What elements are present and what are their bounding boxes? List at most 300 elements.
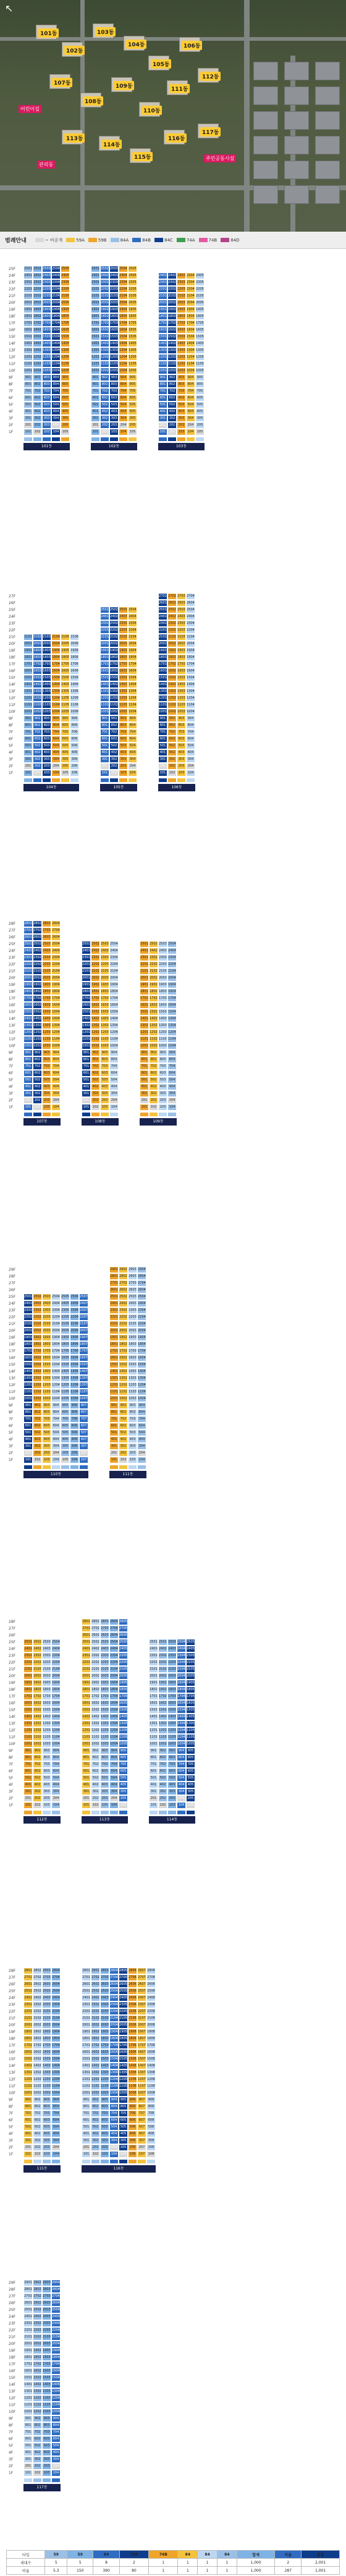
- unit-cell[interactable]: 2003: [177, 641, 186, 647]
- unit-cell[interactable]: 1601: [82, 1002, 91, 1009]
- unit-cell[interactable]: 706: [70, 729, 79, 736]
- unit-cell[interactable]: 1804: [51, 313, 61, 320]
- unit-cell[interactable]: 1901: [91, 306, 100, 313]
- unit-cell[interactable]: 1603: [42, 1355, 51, 1362]
- unit-cell[interactable]: 501: [82, 2124, 91, 2131]
- unit-cell[interactable]: 2501: [82, 1988, 91, 1995]
- unit-cell[interactable]: 807: [79, 1409, 88, 1416]
- unit-cell[interactable]: 1504: [137, 1362, 146, 1368]
- unit-cell[interactable]: 105: [61, 1457, 70, 1463]
- unit-cell[interactable]: 2305: [61, 279, 70, 286]
- unit-cell[interactable]: 2205: [61, 286, 70, 293]
- unit-cell[interactable]: 301: [100, 756, 109, 763]
- unit-cell[interactable]: 606: [128, 2117, 137, 2124]
- unit-cell[interactable]: 203: [42, 2144, 51, 2151]
- unit-cell[interactable]: 1003: [42, 1043, 51, 1050]
- unit-cell[interactable]: 1604: [109, 1700, 119, 1707]
- unit-cell[interactable]: 703: [100, 1761, 109, 1768]
- unit-cell[interactable]: 1804: [51, 1341, 61, 1348]
- unit-cell[interactable]: 305: [128, 415, 137, 422]
- unit-cell[interactable]: 901: [23, 2097, 33, 2103]
- unit-cell[interactable]: 2104: [186, 634, 195, 641]
- unit-cell[interactable]: 2104: [137, 1321, 146, 1328]
- unit-cell[interactable]: 602: [158, 1768, 167, 1775]
- unit-cell[interactable]: 701: [82, 2110, 91, 2117]
- unit-cell[interactable]: 204: [137, 1450, 146, 1457]
- unit-cell[interactable]: 2502: [91, 1988, 100, 1995]
- unit-cell[interactable]: 605: [119, 2117, 128, 2124]
- unit-cell[interactable]: 301: [23, 415, 33, 422]
- unit-cell[interactable]: 1803: [167, 1686, 177, 1693]
- unit-cell[interactable]: 2202: [109, 627, 119, 634]
- unit-cell[interactable]: 2302: [167, 620, 177, 627]
- unit-cell[interactable]: 703: [177, 729, 186, 736]
- unit-cell[interactable]: 604: [109, 1768, 119, 1775]
- unit-cell[interactable]: 1308: [146, 2069, 156, 2076]
- unit-cell[interactable]: 1201: [23, 1382, 33, 1389]
- unit-cell[interactable]: 403: [109, 408, 119, 415]
- map-building-label[interactable]: 109동: [114, 81, 134, 90]
- unit-cell[interactable]: 1504: [119, 334, 128, 340]
- unit-cell[interactable]: 1901: [82, 982, 91, 988]
- unit-cell[interactable]: 1204: [186, 354, 195, 361]
- unit-cell[interactable]: 2001: [82, 1673, 91, 1680]
- unit-cell[interactable]: 102: [91, 1104, 100, 1111]
- unit-cell[interactable]: 1301: [149, 1720, 158, 1727]
- unit-cell[interactable]: 202: [33, 2463, 42, 2470]
- unit-cell[interactable]: 503: [100, 2124, 109, 2131]
- unit-cell[interactable]: 503: [158, 1077, 167, 1084]
- unit-cell[interactable]: 1103: [42, 2083, 51, 2090]
- unit-cell[interactable]: 201: [100, 763, 109, 770]
- unit-cell[interactable]: 1101: [23, 2402, 33, 2409]
- unit-cell[interactable]: 1303: [167, 1720, 177, 1727]
- unit-cell[interactable]: 1003: [42, 368, 51, 374]
- unit-cell[interactable]: 2103: [167, 1666, 177, 1673]
- unit-cell[interactable]: 1104: [51, 1389, 61, 1395]
- unit-cell[interactable]: 2303: [177, 279, 186, 286]
- unit-cell[interactable]: 1801: [140, 988, 149, 995]
- unit-cell[interactable]: 2401: [91, 272, 100, 279]
- unit-cell[interactable]: 2102: [109, 634, 119, 641]
- unit-cell[interactable]: 903: [158, 1050, 167, 1056]
- unit-cell[interactable]: 2403: [177, 613, 186, 620]
- unit-cell[interactable]: 605: [119, 1768, 128, 1775]
- unit-cell[interactable]: 2605: [119, 1632, 128, 1639]
- unit-cell[interactable]: 1402: [167, 681, 177, 688]
- unit-cell[interactable]: 2403: [100, 1995, 109, 2001]
- unit-cell[interactable]: 2802: [33, 920, 42, 927]
- unit-cell[interactable]: 201: [109, 1450, 119, 1457]
- unit-cell[interactable]: 1304: [51, 1022, 61, 1029]
- unit-cell[interactable]: 2305: [61, 1307, 70, 1314]
- unit-cell[interactable]: 2404: [167, 948, 177, 954]
- unit-cell[interactable]: 2502: [149, 941, 158, 948]
- unit-cell[interactable]: 1405: [119, 2063, 128, 2069]
- unit-cell[interactable]: 1104: [109, 2083, 119, 2090]
- unit-cell[interactable]: 1603: [42, 2049, 51, 2056]
- unit-cell[interactable]: 504: [177, 1775, 186, 1782]
- unit-cell[interactable]: 402: [33, 1782, 42, 1788]
- unit-cell[interactable]: 105: [61, 429, 70, 436]
- unit-cell[interactable]: 501: [23, 1429, 33, 1436]
- unit-cell[interactable]: 702: [33, 1416, 42, 1423]
- unit-cell[interactable]: 1603: [42, 327, 51, 334]
- unit-cell[interactable]: 1802: [91, 2035, 100, 2042]
- unit-cell[interactable]: 801: [23, 1056, 33, 1063]
- unit-cell[interactable]: 1905: [128, 306, 137, 313]
- unit-cell[interactable]: 2704: [51, 927, 61, 934]
- unit-cell[interactable]: 2002: [33, 1673, 42, 1680]
- unit-cell[interactable]: 303: [177, 415, 186, 422]
- unit-cell[interactable]: 1304: [177, 1720, 186, 1727]
- unit-cell[interactable]: 704: [119, 388, 128, 395]
- unit-cell[interactable]: 606: [70, 1423, 79, 1429]
- unit-cell[interactable]: 1301: [158, 688, 167, 695]
- unit-cell[interactable]: 902: [109, 715, 119, 722]
- unit-cell[interactable]: 1705: [186, 1693, 195, 1700]
- unit-cell[interactable]: 303: [128, 1443, 137, 1450]
- unit-cell[interactable]: 505: [61, 1429, 70, 1436]
- unit-cell[interactable]: 504: [119, 402, 128, 408]
- unit-cell[interactable]: 801: [82, 1754, 91, 1761]
- unit-cell[interactable]: 1902: [33, 647, 42, 654]
- unit-cell[interactable]: 2201: [23, 2327, 33, 2334]
- unit-cell[interactable]: 906: [70, 1402, 79, 1409]
- unit-cell[interactable]: 604: [186, 395, 195, 402]
- unit-cell[interactable]: 901: [91, 374, 100, 381]
- unit-cell[interactable]: 2204: [109, 1659, 119, 1666]
- unit-cell[interactable]: 2203: [100, 961, 109, 968]
- unit-cell[interactable]: 201: [158, 422, 167, 429]
- unit-cell[interactable]: 904: [109, 1050, 119, 1056]
- unit-cell[interactable]: 503: [42, 2443, 51, 2449]
- unit-cell[interactable]: 104: [109, 1802, 119, 1809]
- unit-cell[interactable]: 701: [23, 1416, 33, 1423]
- unit-cell[interactable]: 1701: [100, 661, 109, 668]
- unit-cell[interactable]: 1602: [33, 668, 42, 675]
- unit-cell[interactable]: 602: [167, 395, 177, 402]
- unit-cell[interactable]: 1402: [91, 1714, 100, 1720]
- unit-cell[interactable]: 2503: [42, 266, 51, 272]
- unit-cell[interactable]: 2601: [23, 2300, 33, 2307]
- unit-cell[interactable]: 2602: [33, 934, 42, 941]
- unit-cell[interactable]: 1902: [33, 982, 42, 988]
- unit-cell[interactable]: 304: [109, 1090, 119, 1097]
- unit-cell[interactable]: 1904: [177, 1680, 186, 1686]
- unit-cell[interactable]: 2303: [128, 1307, 137, 1314]
- unit-cell[interactable]: 402: [109, 749, 119, 756]
- unit-cell[interactable]: 904: [51, 374, 61, 381]
- unit-cell[interactable]: 1505: [61, 334, 70, 340]
- unit-cell[interactable]: 1103: [42, 1389, 51, 1395]
- unit-cell[interactable]: 2401: [23, 272, 33, 279]
- unit-cell[interactable]: 1101: [100, 702, 109, 709]
- unit-cell[interactable]: 2404: [109, 948, 119, 954]
- unit-cell[interactable]: 1602: [33, 2049, 42, 2056]
- unit-cell[interactable]: 1002: [33, 709, 42, 715]
- unit-cell[interactable]: 2308: [146, 2001, 156, 2008]
- unit-cell[interactable]: 2104: [128, 634, 137, 641]
- unit-cell[interactable]: 2304: [51, 279, 61, 286]
- unit-cell[interactable]: 803: [177, 722, 186, 729]
- unit-cell[interactable]: 2405: [128, 272, 137, 279]
- unit-cell[interactable]: 2403: [42, 272, 51, 279]
- unit-cell[interactable]: 503: [42, 1077, 51, 1084]
- unit-cell[interactable]: 1804: [109, 1686, 119, 1693]
- unit-cell[interactable]: 1401: [82, 2063, 91, 2069]
- unit-cell[interactable]: 102: [100, 429, 109, 436]
- unit-cell[interactable]: 1601: [23, 668, 33, 675]
- unit-cell[interactable]: 1705: [128, 320, 137, 327]
- unit-cell[interactable]: 2101: [149, 1666, 158, 1673]
- unit-cell[interactable]: 203: [177, 763, 186, 770]
- unit-cell[interactable]: 2207: [137, 2008, 146, 2015]
- unit-cell[interactable]: 1002: [149, 1043, 158, 1050]
- unit-cell[interactable]: 1004: [51, 2409, 61, 2415]
- unit-cell[interactable]: 402: [33, 2131, 42, 2137]
- map-building-label[interactable]: 102동: [64, 46, 85, 55]
- unit-cell[interactable]: 2002: [149, 975, 158, 982]
- unit-cell[interactable]: 1002: [33, 1741, 42, 1748]
- unit-cell[interactable]: 2403: [42, 948, 51, 954]
- unit-cell[interactable]: 504: [51, 1077, 61, 1084]
- unit-cell[interactable]: 2302: [109, 620, 119, 627]
- unit-cell[interactable]: 402: [167, 749, 177, 756]
- unit-cell[interactable]: 102: [33, 2470, 42, 2477]
- unit-cell[interactable]: 2803: [42, 1968, 51, 1974]
- unit-cell[interactable]: 2505: [119, 1988, 128, 1995]
- map-building-label[interactable]: 114동: [101, 140, 122, 149]
- unit-cell[interactable]: 404: [186, 749, 195, 756]
- unit-cell[interactable]: 803: [42, 381, 51, 388]
- unit-cell[interactable]: 1002: [33, 2090, 42, 2097]
- unit-cell[interactable]: 403: [100, 1782, 109, 1788]
- unit-cell[interactable]: 1405: [61, 340, 70, 347]
- unit-cell[interactable]: 403: [42, 1436, 51, 1443]
- unit-cell[interactable]: 905: [128, 374, 137, 381]
- unit-cell[interactable]: 1005: [195, 368, 205, 374]
- unit-cell[interactable]: 301: [23, 1443, 33, 1450]
- unit-cell[interactable]: 901: [23, 1748, 33, 1754]
- unit-cell[interactable]: 1204: [51, 1029, 61, 1036]
- unit-cell[interactable]: 1302: [33, 2388, 42, 2395]
- unit-cell[interactable]: 2104: [51, 968, 61, 975]
- unit-cell[interactable]: 1803: [177, 654, 186, 661]
- unit-cell[interactable]: 803: [167, 1754, 177, 1761]
- unit-cell[interactable]: 1202: [33, 1727, 42, 1734]
- unit-cell[interactable]: 2102: [167, 634, 177, 641]
- unit-cell[interactable]: 2603: [42, 1981, 51, 1988]
- unit-cell[interactable]: 2202: [91, 1659, 100, 1666]
- unit-cell[interactable]: 2405: [195, 272, 205, 279]
- unit-cell[interactable]: 2404: [128, 613, 137, 620]
- unit-cell[interactable]: 1404: [51, 340, 61, 347]
- unit-cell[interactable]: 2305: [128, 279, 137, 286]
- unit-cell[interactable]: 2303: [42, 954, 51, 961]
- unit-cell[interactable]: 1105: [61, 1389, 70, 1395]
- unit-cell[interactable]: 103: [42, 2470, 51, 2477]
- unit-cell[interactable]: 401: [100, 749, 109, 756]
- unit-cell[interactable]: 2403: [100, 1646, 109, 1652]
- unit-cell[interactable]: 1501: [82, 1707, 91, 1714]
- unit-cell[interactable]: 1901: [23, 1680, 33, 1686]
- unit-cell[interactable]: 2101: [23, 293, 33, 300]
- unit-cell[interactable]: 1302: [119, 1375, 128, 1382]
- unit-cell[interactable]: 1203: [42, 2076, 51, 2083]
- unit-cell[interactable]: 2301: [23, 279, 33, 286]
- unit-cell[interactable]: 1202: [91, 2076, 100, 2083]
- unit-cell[interactable]: 1701: [158, 661, 167, 668]
- unit-cell[interactable]: 1305: [119, 1720, 128, 1727]
- unit-cell[interactable]: 303: [109, 415, 119, 422]
- unit-cell[interactable]: 403: [158, 1084, 167, 1090]
- unit-cell[interactable]: 1502: [100, 334, 109, 340]
- unit-cell[interactable]: 1205: [119, 2076, 128, 2083]
- unit-cell[interactable]: 1801: [91, 313, 100, 320]
- unit-cell[interactable]: 204: [109, 1097, 119, 1104]
- unit-cell[interactable]: 604: [51, 1423, 61, 1429]
- unit-cell[interactable]: 2107: [137, 2015, 146, 2022]
- unit-cell[interactable]: 705: [61, 1416, 70, 1423]
- unit-cell[interactable]: 2002: [33, 300, 42, 306]
- unit-cell[interactable]: 802: [91, 1056, 100, 1063]
- unit-cell[interactable]: 2504: [109, 941, 119, 948]
- unit-cell[interactable]: 906: [70, 715, 79, 722]
- unit-cell[interactable]: 2503: [100, 1639, 109, 1646]
- unit-cell[interactable]: 1505: [119, 2056, 128, 2063]
- unit-cell[interactable]: 1903: [42, 1680, 51, 1686]
- unit-cell[interactable]: 2601: [109, 1287, 119, 1294]
- unit-cell[interactable]: 1402: [167, 340, 177, 347]
- unit-cell[interactable]: 2105: [195, 293, 205, 300]
- unit-cell[interactable]: 201: [91, 422, 100, 429]
- unit-cell[interactable]: 1403: [167, 1714, 177, 1720]
- unit-cell[interactable]: 502: [33, 2124, 42, 2131]
- unit-cell[interactable]: 1401: [158, 340, 167, 347]
- unit-cell[interactable]: 1601: [82, 1700, 91, 1707]
- unit-cell[interactable]: 2504: [186, 607, 195, 613]
- unit-cell[interactable]: 1004: [186, 368, 195, 374]
- unit-cell[interactable]: 901: [100, 715, 109, 722]
- unit-cell[interactable]: 205: [128, 422, 137, 429]
- unit-cell[interactable]: 1504: [177, 1707, 186, 1714]
- unit-cell[interactable]: 2602: [33, 1981, 42, 1988]
- unit-cell[interactable]: 2402: [109, 613, 119, 620]
- unit-cell[interactable]: 701: [140, 1063, 149, 1070]
- unit-cell[interactable]: 2003: [42, 2022, 51, 2029]
- unit-cell[interactable]: 104: [51, 2470, 61, 2477]
- unit-cell[interactable]: 2404: [51, 2313, 61, 2320]
- unit-cell[interactable]: 1102: [33, 702, 42, 709]
- unit-cell[interactable]: 701: [82, 1063, 91, 1070]
- unit-cell[interactable]: 1903: [128, 1334, 137, 1341]
- unit-cell[interactable]: 2603: [42, 2300, 51, 2307]
- unit-cell[interactable]: 1203: [128, 1382, 137, 1389]
- unit-cell[interactable]: 902: [91, 2097, 100, 2103]
- unit-cell[interactable]: 201: [23, 2463, 33, 2470]
- unit-cell[interactable]: 2701: [158, 593, 167, 600]
- unit-cell[interactable]: 901: [158, 715, 167, 722]
- unit-cell[interactable]: 603: [42, 1768, 51, 1775]
- unit-cell[interactable]: 2501: [158, 607, 167, 613]
- unit-cell[interactable]: 1701: [23, 2042, 33, 2049]
- unit-cell[interactable]: 1504: [51, 1362, 61, 1368]
- unit-cell[interactable]: 1704: [119, 320, 128, 327]
- unit-cell[interactable]: 1802: [33, 988, 42, 995]
- unit-cell[interactable]: 804: [186, 381, 195, 388]
- unit-cell[interactable]: 502: [33, 2443, 42, 2449]
- unit-cell[interactable]: 2903: [128, 1266, 137, 1273]
- unit-cell[interactable]: 1906: [128, 2029, 137, 2035]
- unit-cell[interactable]: 104: [186, 429, 195, 436]
- unit-cell[interactable]: 1602: [100, 327, 109, 334]
- unit-cell[interactable]: 601: [23, 1423, 33, 1429]
- unit-cell[interactable]: 201: [149, 1795, 158, 1802]
- unit-cell[interactable]: 903: [167, 1748, 177, 1754]
- unit-cell[interactable]: 1001: [158, 368, 167, 374]
- unit-cell[interactable]: 1303: [128, 1375, 137, 1382]
- unit-cell[interactable]: 2204: [51, 2008, 61, 2015]
- unit-cell[interactable]: 2004: [186, 641, 195, 647]
- unit-cell[interactable]: 2502: [100, 266, 109, 272]
- unit-cell[interactable]: 801: [82, 2103, 91, 2110]
- unit-cell[interactable]: 2101: [158, 293, 167, 300]
- unit-cell[interactable]: 1901: [158, 647, 167, 654]
- unit-cell[interactable]: 304: [137, 1443, 146, 1450]
- unit-cell[interactable]: 2102: [33, 968, 42, 975]
- unit-cell[interactable]: 2204: [51, 1659, 61, 1666]
- unit-cell[interactable]: 706: [70, 1416, 79, 1423]
- unit-cell[interactable]: 1704: [128, 661, 137, 668]
- unit-cell[interactable]: 1901: [82, 1680, 91, 1686]
- unit-cell[interactable]: 1404: [186, 681, 195, 688]
- unit-cell[interactable]: 2102: [33, 293, 42, 300]
- unit-cell[interactable]: 1501: [100, 675, 109, 681]
- unit-cell[interactable]: 601: [109, 1423, 119, 1429]
- unit-cell[interactable]: 2105: [61, 293, 70, 300]
- unit-cell[interactable]: 2302: [149, 954, 158, 961]
- unit-cell[interactable]: 408: [146, 2131, 156, 2137]
- unit-cell[interactable]: 704: [109, 1063, 119, 1070]
- unit-cell[interactable]: 503: [42, 1775, 51, 1782]
- unit-cell[interactable]: 1802: [33, 1686, 42, 1693]
- unit-cell[interactable]: 1501: [158, 675, 167, 681]
- unit-cell[interactable]: 2808: [146, 1968, 156, 1974]
- unit-cell[interactable]: 1504: [128, 675, 137, 681]
- unit-cell[interactable]: 802: [33, 722, 42, 729]
- map-building-label[interactable]: 105동: [151, 59, 171, 69]
- unit-cell[interactable]: 103: [42, 770, 51, 777]
- unit-cell[interactable]: 704: [51, 2110, 61, 2117]
- unit-cell[interactable]: 1003: [42, 1395, 51, 1402]
- unit-cell[interactable]: 702: [33, 388, 42, 395]
- unit-cell[interactable]: 2201: [23, 286, 33, 293]
- unit-cell[interactable]: 1401: [91, 340, 100, 347]
- unit-cell[interactable]: 802: [33, 2103, 42, 2110]
- unit-cell[interactable]: 502: [33, 1429, 42, 1436]
- unit-cell[interactable]: 204: [51, 2463, 61, 2470]
- unit-cell[interactable]: 703: [128, 1416, 137, 1423]
- unit-cell[interactable]: 2004: [137, 1328, 146, 1334]
- unit-cell[interactable]: 1304: [186, 688, 195, 695]
- unit-cell[interactable]: 802: [167, 722, 177, 729]
- unit-cell[interactable]: 1205: [128, 354, 137, 361]
- unit-cell[interactable]: 603: [177, 395, 186, 402]
- unit-cell[interactable]: 2003: [177, 300, 186, 306]
- unit-cell[interactable]: 1101: [82, 1036, 91, 1043]
- unit-cell[interactable]: 1904: [128, 647, 137, 654]
